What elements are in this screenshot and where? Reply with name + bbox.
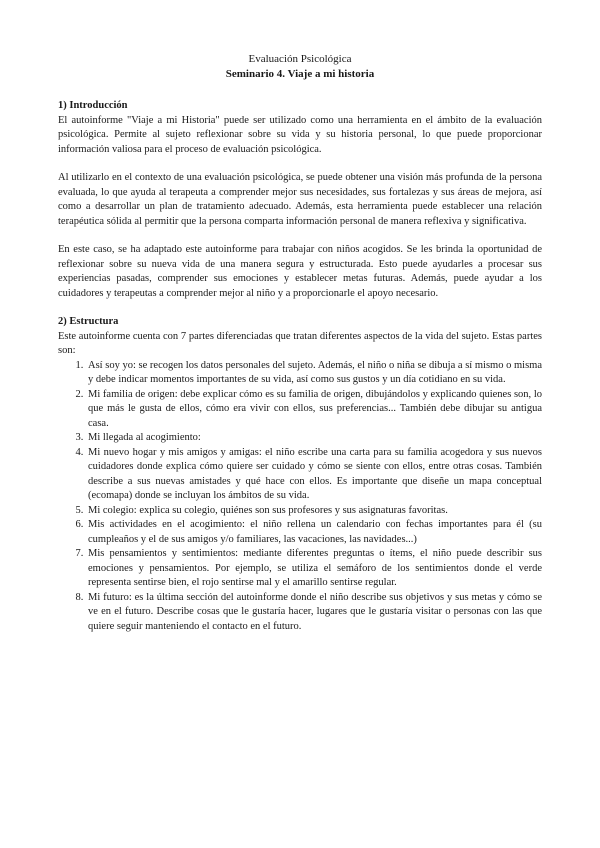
intro-paragraph: En este caso, se ha adaptado este autoinforme para trabajar con niños acogidos. Se les brinda la oportunidad de reflexionar sobre su nueva vida de una manera segura y estructurada. Esto puede ayudarles a procesar sus experiencias pasadas, comprender sus emociones y establecer metas futuras. Además, puede ayudar a los cuidadores y terapeutas a comprender mejor al niño y a proporcionarle el apoyo necesario.: [58, 244, 542, 299]
list-item: 5. Mi colegio: explica su colegio, quiénes son sus profesores y sus asignaturas favoritas.: [86, 504, 542, 519]
intro-paragraph: El autoinforme "Viaje a mi Historia" puede ser utilizado como una herramienta en el ámbito de la evaluación psicológica. Permite al sujeto reflexionar sobre su vida y su historia personal, lo que puede proporcionar información valiosa para el proceso de evaluación psicológica.: [58, 114, 542, 155]
list-item: 3. Mi llegada al acogimiento:: [86, 431, 542, 446]
document-header: [58, 52, 542, 82]
list-item: 4. Mi nuevo hogar y mis amigos y amigas: el niño escribe una carta para su familia acogedora y sus nuevos cuidadores donde explica cómo quiere ser cuidado y cómo se siente con ellos, entre otras cosas. También describe a sus nuevas amistades y qué hace con ellos. Es importante que diseñe un mapa conceptual (ecomapa) donde se incluyan los ámbitos de su vida.: [86, 446, 542, 504]
section-structure-heading: 2) Estructura: [58, 316, 119, 327]
intro-paragraph: Al utilizarlo en el contexto de una evaluación psicológica, se puede obtener una visión más profunda de la persona evaluada, lo que ayuda al terapeuta a comprender mejor sus necesidades, sus fortalezas y sus áreas de mejora, así como a desarrollar un plan de tratamiento adecuado. Además, esta herramienta puede establecer una relación terapéutica sólida al permitir que la persona comparta información personal de manera reflexiva y significativa.: [58, 172, 542, 227]
course-title: Evaluación Psicológica: [248, 53, 352, 65]
list-item: 8. Mi futuro: es la última sección del autoinforme donde el niño describe sus objetivos y sus metas y cómo se ve en el futuro. Describe cosas que le gustaría hacer, lugares que le gustaría visitar o personas con las que quiere seguir manteniendo el contacto en el futuro.: [86, 591, 542, 635]
structure-list: [58, 359, 542, 635]
section-introduction-heading: 1) Introducción: [58, 100, 128, 111]
list-item: 2. Mi familia de origen: debe explicar cómo es su familia de origen, dibujándolos y explicando quienes son, lo que más le gusta de ellos, cómo era vivir con ellos, sus preferencias... También debe dibujar su antigua casa.: [86, 388, 542, 432]
list-item: 1. Así soy yo: se recogen los datos personales del sujeto. Además, el niño o niña se dibuja a sí mismo o misma y debe indicar momentos importantes de su vida, así como sus gustos y un día cotidiano en su vida.: [86, 359, 542, 388]
list-item: 6. Mis actividades en el acogimiento: el niño rellena un calendario con fechas importantes para él (su cumpleaños y el de sus amigos y/o familiares, las vacaciones, las navidades...): [86, 518, 542, 547]
seminar-title: Seminario 4. Viaje a mi historia: [225, 68, 375, 80]
list-item: 7. Mis pensamientos y sentimientos: mediante diferentes preguntas o ítems, el niño puede describir sus emociones y pensamientos. Por ejemplo, se utiliza el semáforo de los sentimientos donde el verde representa sentirse bien, el rojo sentirse mal y el amarillo sentirse regular.: [86, 547, 542, 591]
structure-intro: Este autoinforme cuenta con 7 partes diferenciadas que tratan diferentes aspectos de la vida del sujeto. Estas partes son:: [58, 330, 542, 356]
